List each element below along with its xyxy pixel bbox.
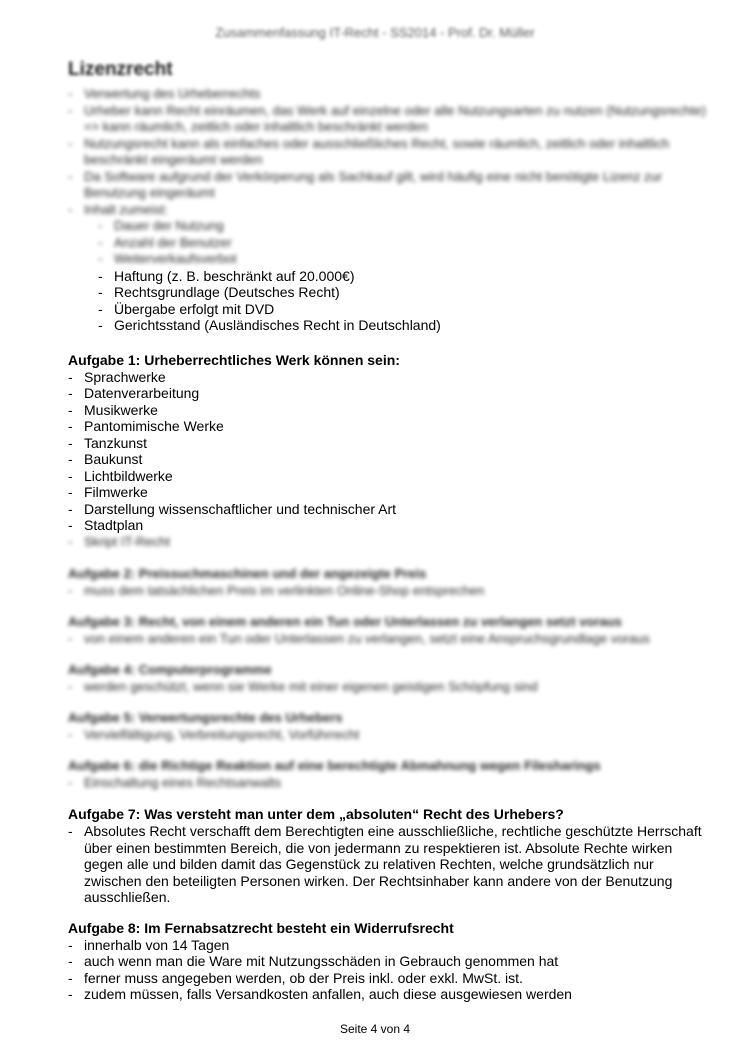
list-item: - von einem anderen ein Tun oder Unterlassen zu verlangen, setzt eine Anspruchsgrundlage voraus	[68, 631, 708, 648]
list-item: - Lichtbildwerke	[68, 468, 708, 485]
list-item: - Vervielfältigung, Verbreitungsrecht, Vorführrecht	[68, 727, 708, 744]
lizenz-list	[68, 86, 708, 218]
list-item: - Urheber kann Recht einräumen, das Werk auf einzelne oder alle Nutzungsarten zu nutzen (Nutzungsrechte) => kann räumlich, zeitlich oder inhaltlich beschränkt werden	[68, 103, 708, 136]
section-heading: Aufgabe 3: Recht, von einem anderen ein Tun oder Unterlassen zu verlangen setzt voraus	[68, 614, 622, 629]
aufgabe-1-list	[68, 369, 708, 551]
section-aufgabe-3	[68, 614, 708, 647]
list-item: - Baukunst	[68, 451, 708, 468]
section-lizenzrecht	[68, 58, 708, 334]
page-header: Zusammenfassung IT-Recht - SS2014 - Prof. Dr. Müller	[215, 25, 535, 40]
section-heading: Aufgabe 4: Computerprogramme	[68, 662, 272, 677]
list-item: - Weiterverkaufsverbot	[98, 251, 708, 268]
section-aufgabe-7	[68, 806, 708, 906]
list-item: - muss dem tatsächlichen Preis im verlinkten Online-Shop entsprechen	[68, 583, 708, 600]
list-item: - Skript IT-Recht	[68, 534, 708, 551]
list-item: - Datenverarbeitung	[68, 385, 708, 402]
list-item: - Da Software aufgrund der Verkörperung als Sachkauf gilt, wird häufig eine nicht benötigte Lizenz zur Benutzung eingeräumt	[68, 169, 708, 202]
section-heading: Aufgabe 8: Im Fernabsatzrecht besteht ein Widerrufsrecht	[68, 919, 454, 936]
list-item: - Inhalt zumeist:	[68, 202, 708, 219]
section-heading: Lizenzrecht	[68, 59, 173, 80]
list-item: - Absolutes Recht verschafft dem Berechtigten eine ausschließliche, rechtliche geschützte Herrschaft über einen bestimmten Bereich, die von jedermann zu respektieren ist. Absolute Rechte wirken gegen alle und bilden damit das Gegenstück zu relativen Rechten, welche grundsätzlich nur zwischen den beteiligten Personen wirken. Der Rechtsinhaber kann andere von der Benutzung ausschließen.	[68, 823, 708, 906]
section-aufgabe-1	[68, 352, 708, 551]
list-item: - Nutzungsrecht kann als einfaches oder ausschließliches Recht, sowie räumlich, zeitlich oder inhaltlich beschränkt eingeräumt werden	[68, 136, 708, 169]
list-item: - Anzahl der Benutzer	[98, 235, 708, 252]
section-heading: Aufgabe 5: Verwertungsrechte des Urhebers	[68, 710, 343, 725]
section-heading: Aufgabe 2: Preissuchmaschinen und der angezeigte Preis	[68, 566, 427, 581]
list-item: - Pantomimische Werke	[68, 418, 708, 435]
section-aufgabe-6	[68, 758, 708, 791]
document-body	[68, 58, 708, 1003]
section-heading: Aufgabe 6: die Richtige Reaktion auf eine berechtigte Abmahnung wegen Filesharings	[68, 758, 601, 773]
list-item: - Verwertung des Urheberrechts	[68, 86, 708, 103]
section-heading: Aufgabe 1: Urheberrechtliches Werk können sein:	[68, 351, 400, 368]
list-item: - Tanzkunst	[68, 435, 708, 452]
list-item: - auch wenn man die Ware mit Nutzungsschäden in Gebrauch genommen hat	[68, 953, 708, 970]
list-item: - Rechtsgrundlage (Deutsches Recht)	[98, 284, 708, 301]
list-item: - Haftung (z. B. beschränkt auf 20.000€)	[98, 268, 708, 285]
list-item: - Filmwerke	[68, 484, 708, 501]
page-footer: Seite 4 von 4	[339, 1022, 411, 1036]
list-item: - werden geschützt, wenn sie Werke mit einer eigenen geistigen Schöpfung sind	[68, 679, 708, 696]
section-aufgabe-4	[68, 662, 708, 695]
section-aufgabe-5	[68, 710, 708, 743]
list-item: - Einschaltung eines Rechtsanwalts	[68, 775, 708, 792]
section-heading: Aufgabe 7: Was versteht man unter dem „absoluten“ Recht des Urhebers?	[68, 806, 564, 822]
list-item: - Sprachwerke	[68, 369, 708, 386]
list-item: - Übergabe erfolgt mit DVD	[98, 301, 708, 318]
list-item: - Stadtplan	[68, 517, 708, 534]
section-aufgabe-2	[68, 566, 708, 599]
list-item: - Musikwerke	[68, 402, 708, 419]
list-item: - Darstellung wissenschaftlicher und technischer Art	[68, 501, 708, 518]
list-item: - Gerichtsstand (Ausländisches Recht in Deutschland)	[98, 317, 708, 334]
list-item: - ferner muss angegeben werden, ob der Preis inkl. oder exkl. MwSt. ist.	[68, 970, 708, 987]
list-item: - Dauer der Nutzung	[98, 218, 708, 235]
list-item: - innerhalb von 14 Tagen	[68, 937, 708, 954]
list-item: - zudem müssen, falls Versandkosten anfallen, auch diese ausgewiesen werden	[68, 986, 708, 1003]
lizenz-sublist	[68, 218, 708, 334]
section-aufgabe-8	[68, 920, 708, 1003]
